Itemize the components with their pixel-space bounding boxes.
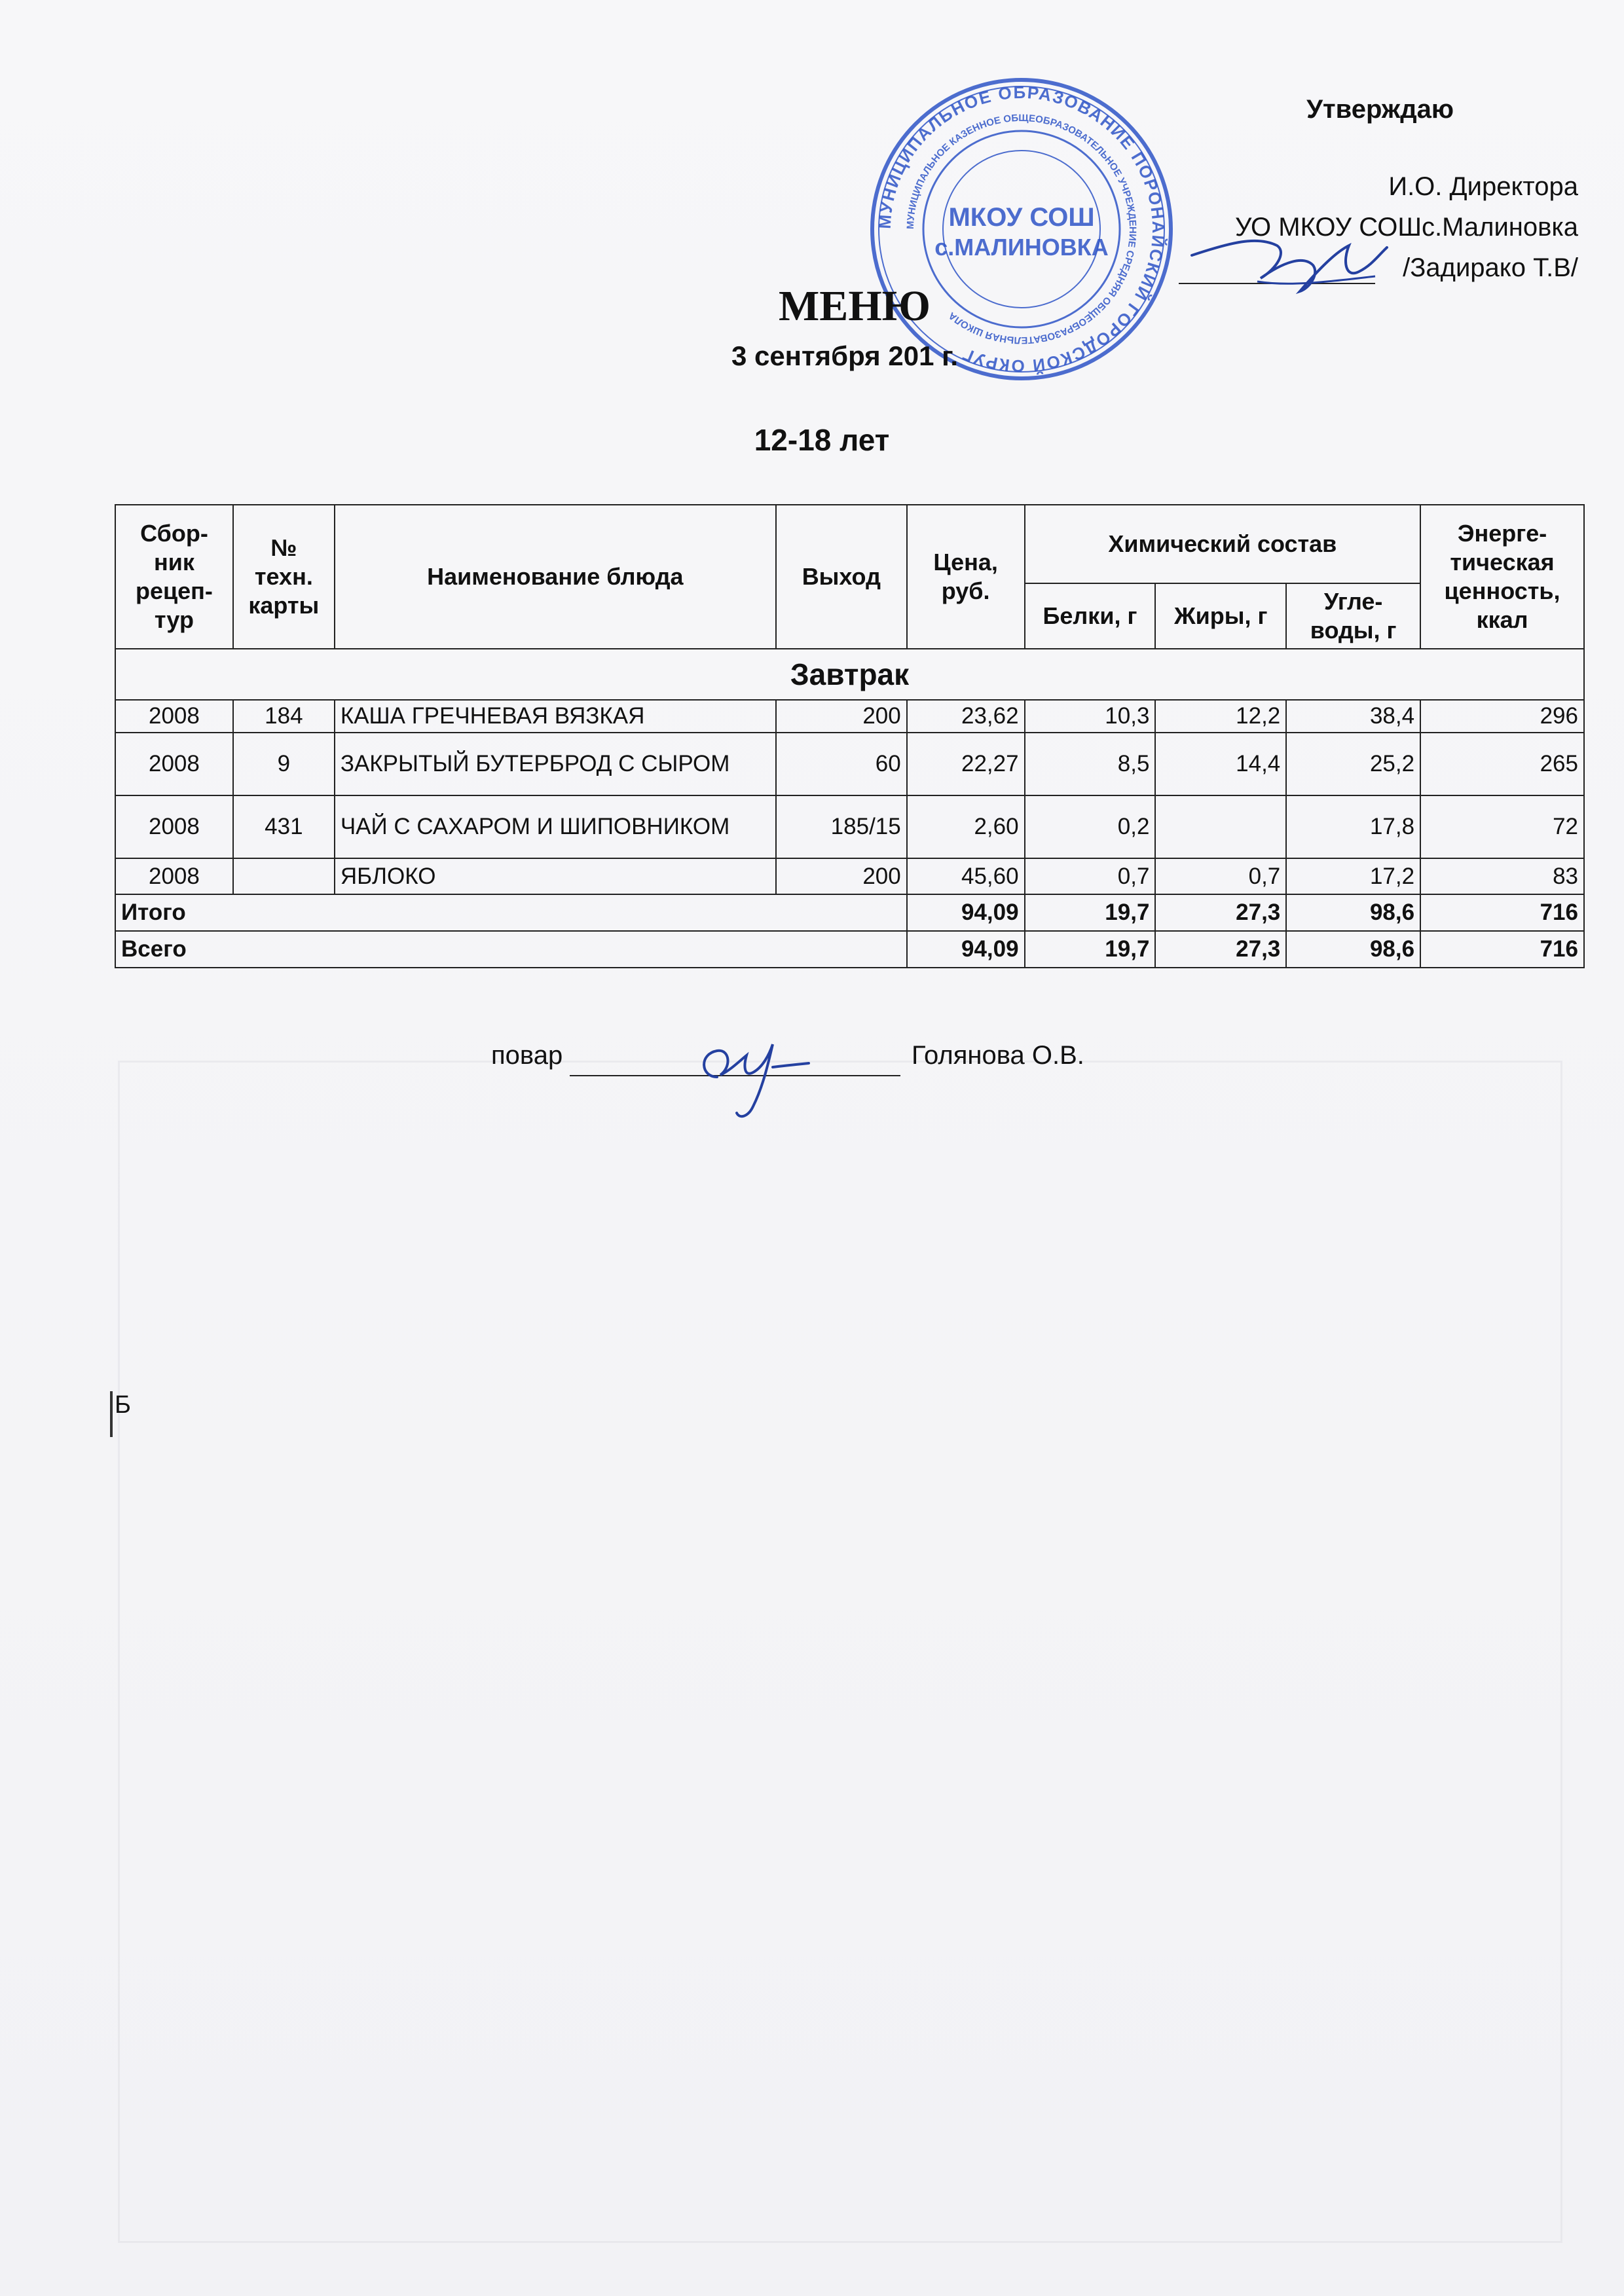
cook-name: Голянова О.В.	[912, 1041, 1084, 1070]
cook-role: повар	[491, 1041, 563, 1070]
table-row	[115, 795, 1584, 858]
header-dish-name: Наименование блюда	[335, 505, 776, 649]
seal-center-line2: с.МАЛИНОВКА	[934, 234, 1109, 261]
cell-energy: 296	[1420, 700, 1584, 733]
total-energy: 716	[1420, 931, 1584, 968]
cell-protein: 0,7	[1025, 858, 1156, 894]
table-row	[115, 733, 1584, 795]
approval-name: /Задирако Т.В/	[1403, 253, 1578, 282]
subtotal-carbs: 98,6	[1286, 894, 1420, 931]
total-row	[115, 931, 1584, 968]
subtotal-price: 94,09	[907, 894, 1025, 931]
total-carbs: 98,6	[1286, 931, 1420, 968]
cell-price: 2,60	[907, 795, 1025, 858]
cell-dish: ЗАКРЫТЫЙ БУТЕРБРОД С СЫРОМ	[335, 733, 776, 795]
seal-inner-text: МУНИЦИПАЛЬНОЕ КАЗЕННОЕ ОБЩЕОБРАЗОВАТЕЛЬНОЕ УЧРЕЖДЕНИЕ СРЕДНЯЯ ОБЩЕОБРАЗОВАТЕЛЬНАЯ ШКОЛА	[904, 112, 1139, 346]
menu-table	[115, 504, 1585, 968]
cell-yield: 185/15	[776, 795, 907, 858]
cell-yield: 60	[776, 733, 907, 795]
cell-card: 184	[233, 700, 335, 733]
cell-collection: 2008	[115, 858, 233, 894]
total-price: 94,09	[907, 931, 1025, 968]
subtotal-fat: 27,3	[1155, 894, 1286, 931]
cell-energy: 72	[1420, 795, 1584, 858]
approval-position: И.О. Директора	[1388, 172, 1578, 201]
header-collection: Сбор-ник рецеп-тур	[115, 505, 233, 649]
cell-card: 431	[233, 795, 335, 858]
cell-fat: 12,2	[1155, 700, 1286, 733]
menu-age-group: 12-18 лет	[754, 423, 890, 457]
section-breakfast: Завтрак	[115, 649, 1584, 700]
total-protein: 19,7	[1025, 931, 1156, 968]
cell-collection: 2008	[115, 733, 233, 795]
approval-org: УО МКОУ СОШс.Малиновка	[1234, 213, 1578, 242]
cell-card: 9	[233, 733, 335, 795]
cell-fat	[1155, 795, 1286, 858]
cell-price: 23,62	[907, 700, 1025, 733]
cell-energy: 83	[1420, 858, 1584, 894]
cell-carbs: 25,2	[1286, 733, 1420, 795]
round-seal	[868, 75, 1175, 383]
cell-price: 22,27	[907, 733, 1025, 795]
header-yield: Выход	[776, 505, 907, 649]
stray-bracket	[110, 1391, 113, 1437]
table-row	[115, 700, 1584, 733]
cell-protein: 0,2	[1025, 795, 1156, 858]
subtotal-energy: 716	[1420, 894, 1584, 931]
cell-carbs: 17,2	[1286, 858, 1420, 894]
table-row	[115, 858, 1584, 894]
cell-dish: ЧАЙ С САХАРОМ И ШИПОВНИКОМ	[335, 795, 776, 858]
menu-date: 3 сентября 201 г.	[731, 340, 959, 371]
cell-protein: 10,3	[1025, 700, 1156, 733]
cell-yield: 200	[776, 858, 907, 894]
cell-dish: ЯБЛОКО	[335, 858, 776, 894]
bleed-through	[118, 1061, 1562, 2243]
cell-collection: 2008	[115, 700, 233, 733]
header-energy: Энерге-тическая ценность, ккал	[1420, 505, 1584, 649]
seal-outer-text: МУНИЦИПАЛЬНОЕ ОБРАЗОВАНИЕ ПОРОНАЙСКИЙ ГОРОДСКОЙ ОКРУГ	[874, 82, 1169, 376]
cell-card	[233, 858, 335, 894]
header-carbs: Угле-воды, г	[1286, 583, 1420, 649]
cell-carbs: 38,4	[1286, 700, 1420, 733]
cell-collection: 2008	[115, 795, 233, 858]
total-label: Всего	[115, 931, 907, 968]
cell-yield: 200	[776, 700, 907, 733]
header-price: Цена, руб.	[907, 505, 1025, 649]
cell-protein: 8,5	[1025, 733, 1156, 795]
header-protein: Белки, г	[1025, 583, 1156, 649]
stray-mark: Б	[115, 1391, 131, 1419]
menu-title: МЕНЮ	[779, 282, 931, 330]
cell-carbs: 17,8	[1286, 795, 1420, 858]
header-fat: Жиры, г	[1155, 583, 1286, 649]
total-fat: 27,3	[1155, 931, 1286, 968]
subtotal-row	[115, 894, 1584, 931]
subtotal-label: Итого	[115, 894, 907, 931]
header-card-number: № техн. карты	[233, 505, 335, 649]
subtotal-protein: 19,7	[1025, 894, 1156, 931]
cell-dish: КАША ГРЕЧНЕВАЯ ВЯЗКАЯ	[335, 700, 776, 733]
cook-signature	[691, 1015, 815, 1126]
cell-price: 45,60	[907, 858, 1025, 894]
approval-title: Утверждаю	[1306, 95, 1454, 124]
seal-center-line1: МКОУ СОШ	[948, 203, 1095, 232]
cell-fat: 14,4	[1155, 733, 1286, 795]
header-chemical-composition: Химический состав	[1025, 505, 1420, 583]
cell-energy: 265	[1420, 733, 1584, 795]
cell-fat: 0,7	[1155, 858, 1286, 894]
